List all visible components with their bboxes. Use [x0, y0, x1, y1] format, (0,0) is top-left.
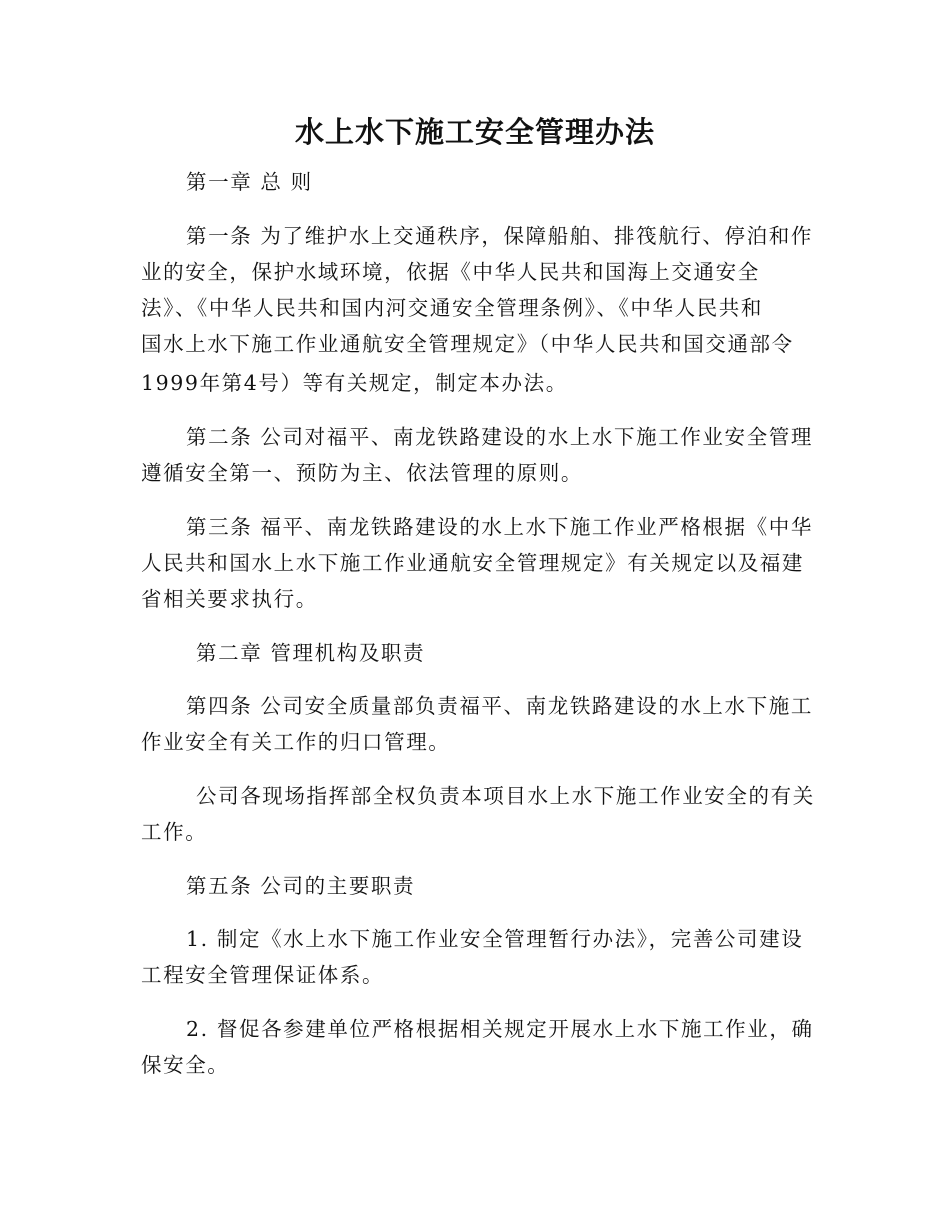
article-1-line-4: 国水上水下施工作业通航安全管理规定》（中华人民共和国交通部令	[141, 332, 794, 356]
chapter-2-heading: 第二章 管理机构及职责	[196, 641, 426, 665]
duty-1-line-1: 1. 制定《水上水下施工作业安全管理暂行办法》，完善公司建设	[186, 927, 804, 951]
article-1-line-3: 法》、《中华人民共和国内河交通安全管理条例》、《中华人民共和	[141, 296, 763, 320]
duty-2-line-1: 2. 督促各参建单位严格根据相关规定开展水上水下施工作业，确	[186, 1017, 814, 1041]
article-1-line-2: 业的安全，保护水域环境，依据《中华人民共和国海上交通安全	[141, 260, 760, 284]
duty-2-line-2: 保安全。	[141, 1053, 230, 1077]
chapter-1-heading: 第一章 总 则	[186, 170, 313, 194]
article-1-line-5: 1999年第4号）等有关规定，制定本办法。	[141, 371, 568, 395]
article-4-line-2: 作业安全有关工作的归口管理。	[141, 730, 451, 754]
article-5-heading: 第五条 公司的主要职责	[186, 874, 416, 898]
duty-1-line-2: 工程安全管理保证体系。	[141, 963, 385, 987]
article-2-line-1: 第二条 公司对福平、南龙铁路建设的水上水下施工作业安全管理	[186, 425, 813, 449]
article-4-line-1: 第四条 公司安全质量部负责福平、南龙铁路建设的水上水下施工	[186, 694, 813, 718]
article-4-para-2-line-1: 公司各现场指挥部全权负责本项目水上水下施工作业安全的有关	[196, 784, 815, 808]
article-1-line-1: 第一条 为了维护水上交通秩序，保障船舶、排筏航行、停泊和作	[186, 224, 813, 248]
document-title: 水上水下施工安全管理办法	[294, 115, 655, 149]
article-2-line-2: 遵循安全第一、预防为主、依法管理的原则。	[141, 461, 583, 485]
article-3-line-2: 人民共和国水上水下施工作业通航安全管理规定》有关规定以及福建	[141, 551, 804, 575]
article-4-para-2-line-2: 工作。	[141, 820, 208, 844]
article-3-line-1: 第三条 福平、南龙铁路建设的水上水下施工作业严格根据《中华	[186, 515, 813, 539]
article-3-line-3: 省相关要求执行。	[141, 587, 318, 611]
